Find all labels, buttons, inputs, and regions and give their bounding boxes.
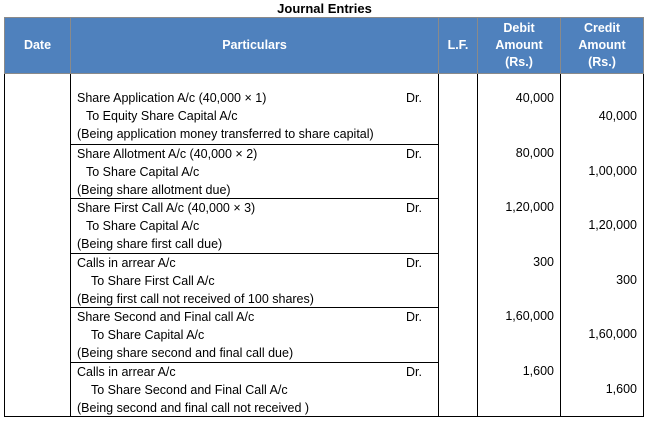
debit-account: Share Application A/c (40,000 × 1) Dr. [77, 91, 422, 105]
journal-entry [71, 198, 438, 253]
journal-entry [71, 253, 438, 308]
dr-label: Dr. [406, 255, 422, 270]
narration: (Being first call not received of 100 shares) [77, 291, 314, 306]
narration: (Being share allotment due) [77, 182, 231, 197]
header-credit-line3: (Rs.) [588, 55, 616, 69]
journal-entry [71, 307, 438, 362]
dr-label: Dr. [406, 146, 422, 161]
lf-column [439, 74, 478, 417]
credit-amount: 1,60,000 [588, 327, 637, 341]
credit-account: To Share Capital A/c [86, 219, 200, 233]
dr-label: Dr. [406, 310, 422, 324]
debit-account: Calls in arrear A/c Dr. [77, 255, 422, 270]
narration: (Being application money transferred to share capital) [77, 127, 374, 141]
header-date: Date [5, 18, 71, 74]
page-title: Journal Entries [277, 1, 372, 16]
header-debit-line3: (Rs.) [505, 55, 533, 69]
journal-entry [71, 89, 438, 144]
dr-label: Dr. [406, 91, 422, 105]
debit-column [478, 74, 561, 417]
debit-account: Share First Call A/c (40,000 × 3) Dr. [77, 201, 422, 215]
debit-account: Share Allotment A/c (40,000 × 2) Dr. [77, 146, 422, 161]
credit-account: To Share First Call A/c [91, 273, 215, 288]
credit-account: To Equity Share Capital A/c [86, 109, 238, 123]
header-debit-line2: Amount [495, 38, 543, 52]
header-particulars: Particulars [71, 18, 439, 74]
credit-account: To Share Second and Final Call A/c [91, 382, 288, 397]
narration: (Being second and final call not received ) [77, 400, 310, 415]
credit-amount: 1,20,000 [588, 218, 637, 232]
credit-amount: 1,00,000 [588, 163, 637, 178]
date-column [5, 74, 71, 417]
header-credit [561, 18, 644, 74]
journal-entry [71, 144, 438, 199]
credit-amount: 1,600 [605, 381, 637, 396]
header-credit-line1: Credit [583, 21, 621, 35]
journal-table [4, 17, 644, 417]
dr-label: Dr. [406, 364, 422, 379]
particulars-column [71, 74, 439, 417]
credit-column [561, 74, 644, 417]
header-debit-line1: Debit [503, 21, 535, 35]
header-row [5, 18, 644, 74]
debit-amount: 1,600 [522, 363, 554, 378]
header-credit-line2: Amount [578, 38, 626, 52]
debit-amount: 80,000 [515, 145, 554, 160]
debit-amount: 1,60,000 [505, 309, 554, 323]
debit-amount: 40,000 [515, 91, 554, 105]
table-body-row [5, 74, 644, 417]
narration: (Being share first call due) [77, 237, 223, 251]
credit-amount: 300 [616, 272, 637, 287]
narration: (Being share second and final call due) [77, 346, 294, 360]
debit-account: Calls in arrear A/c Dr. [77, 364, 422, 379]
credit-amount: 40,000 [598, 109, 637, 123]
debit-account: Share Second and Final call A/c Dr. [77, 310, 422, 324]
debit-amount: 1,20,000 [505, 200, 554, 214]
header-debit [478, 18, 561, 74]
debit-amount: 300 [533, 254, 554, 269]
credit-account: To Share Capital A/c [91, 328, 205, 342]
credit-account: To Share Capital A/c [86, 164, 200, 179]
dr-label: Dr. [406, 201, 422, 215]
header-lf: L.F. [439, 18, 478, 74]
journal-entry [71, 362, 438, 417]
